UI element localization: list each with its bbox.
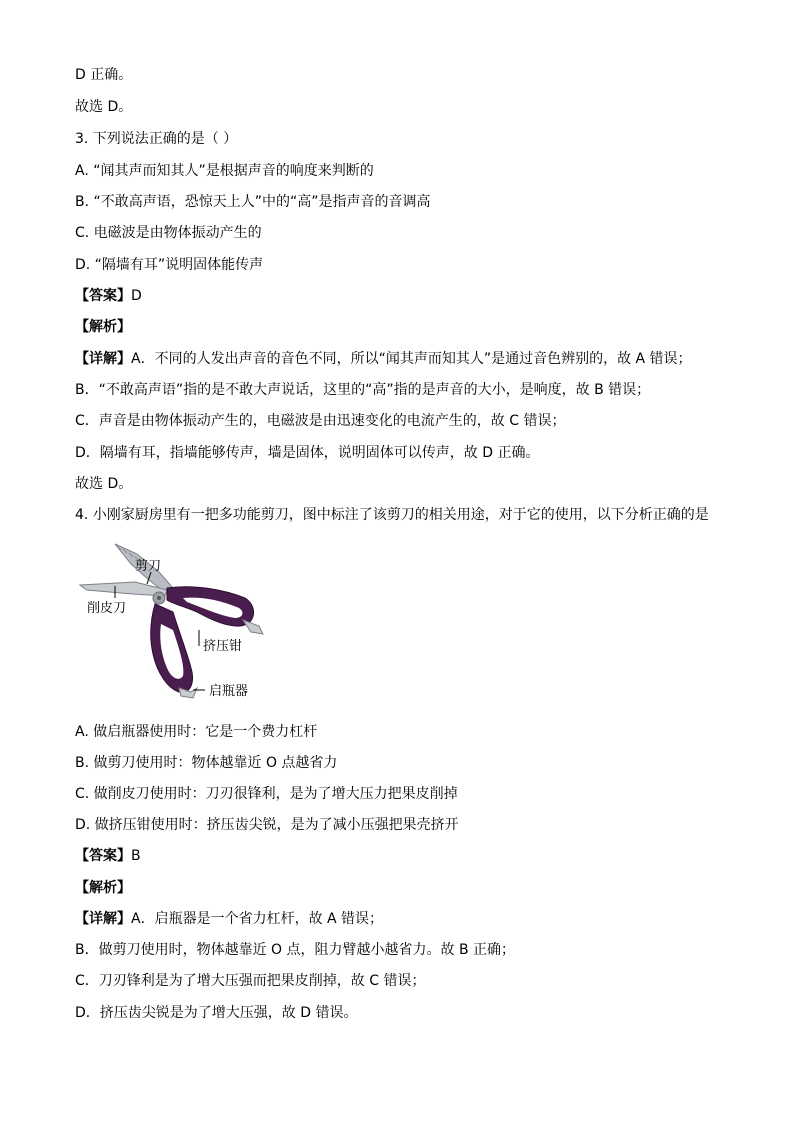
- option-a: A. 做启瓶器使用时：它是一个费力杠杆: [75, 724, 318, 740]
- answer-tag: 【答案】: [75, 288, 131, 304]
- option-b: B. “不敢高声语，恐惊天上人”中的“高”是指声音的音调高: [75, 194, 431, 210]
- detail-line: C．刀刃锋利是为了增大压强而把果皮削掉，故 C 错误；: [75, 973, 426, 989]
- label-scissors: 剪刀: [135, 559, 162, 574]
- analysis-heading: 【解析】: [75, 319, 131, 335]
- detail-line: D．挤压齿尖锐是为了增大压强，故 D 错误。: [75, 1005, 358, 1021]
- option-d: D. 做挤压钳使用时：挤压齿尖锐，是为了减小压强把果壳挤开: [75, 817, 459, 833]
- label-peeler: 削皮刀: [87, 601, 127, 616]
- answer-line: [75, 847, 141, 865]
- detail-line: D．隔墙有耳，指墙能够传声，墙是固体，说明固体可以传声，故 D 正确。: [75, 445, 540, 461]
- detail-line: B．做剪刀使用时，物体越靠近 O 点，阻力臂越小越省力。故 B 正确；: [75, 942, 516, 958]
- detail-tag: 【详解】: [75, 911, 131, 927]
- option-a: A. “闻其声而知其人”是根据声音的响度来判断的: [75, 163, 374, 179]
- detail-line: [75, 910, 383, 928]
- text-line: 故选 D。: [75, 99, 133, 115]
- detail-tag: 【详解】: [75, 351, 131, 367]
- text-line: D 正确。: [75, 67, 133, 83]
- label-opener: 启瓶器: [209, 684, 249, 699]
- detail-line: C．声音是由物体振动产生的，电磁波是由迅速变化的电流产生的，故 C 错误；: [75, 413, 566, 429]
- option-c: C. 做削皮刀使用时：刀刃很锋利，是为了增大压力把果皮削掉: [75, 786, 458, 802]
- detail-text: A．启瓶器是一个省力杠杆，故 A 错误；: [131, 911, 384, 927]
- label-squeezer: 挤压钳: [203, 639, 243, 654]
- option-b: B. 做剪刀使用时：物体越靠近 O 点越省力: [75, 755, 338, 771]
- option-d: D. “隔墙有耳”说明固体能传声: [75, 257, 264, 273]
- answer-value: D: [131, 288, 142, 304]
- detail-line: [75, 350, 692, 368]
- option-c: C. 电磁波是由物体振动产生的: [75, 225, 262, 241]
- detail-text: A．不同的人发出声音的音色不同，所以“闻其声而知其人”是通过音色辨别的，故 A 错误；: [131, 351, 692, 367]
- analysis-heading: 【解析】: [75, 880, 131, 896]
- question-3-stem: 3. 下列说法正确的是（ ）: [75, 131, 238, 147]
- text-line: 故选 D。: [75, 476, 133, 492]
- answer-value: B: [131, 848, 141, 864]
- question-4-stem: 4. 小刚家厨房里有一把多功能剪刀，图中标注了该剪刀的相关用途，对于它的使用，以下分析正确的是: [75, 507, 709, 523]
- answer-tag: 【答案】: [75, 848, 131, 864]
- detail-line: B．“不敢高声语”指的是不敢大声说话，这里的“高”指的是声音的大小，是响度，故 B 错误；: [75, 382, 651, 398]
- answer-line: [75, 287, 142, 305]
- scissors-figure: [75, 538, 285, 708]
